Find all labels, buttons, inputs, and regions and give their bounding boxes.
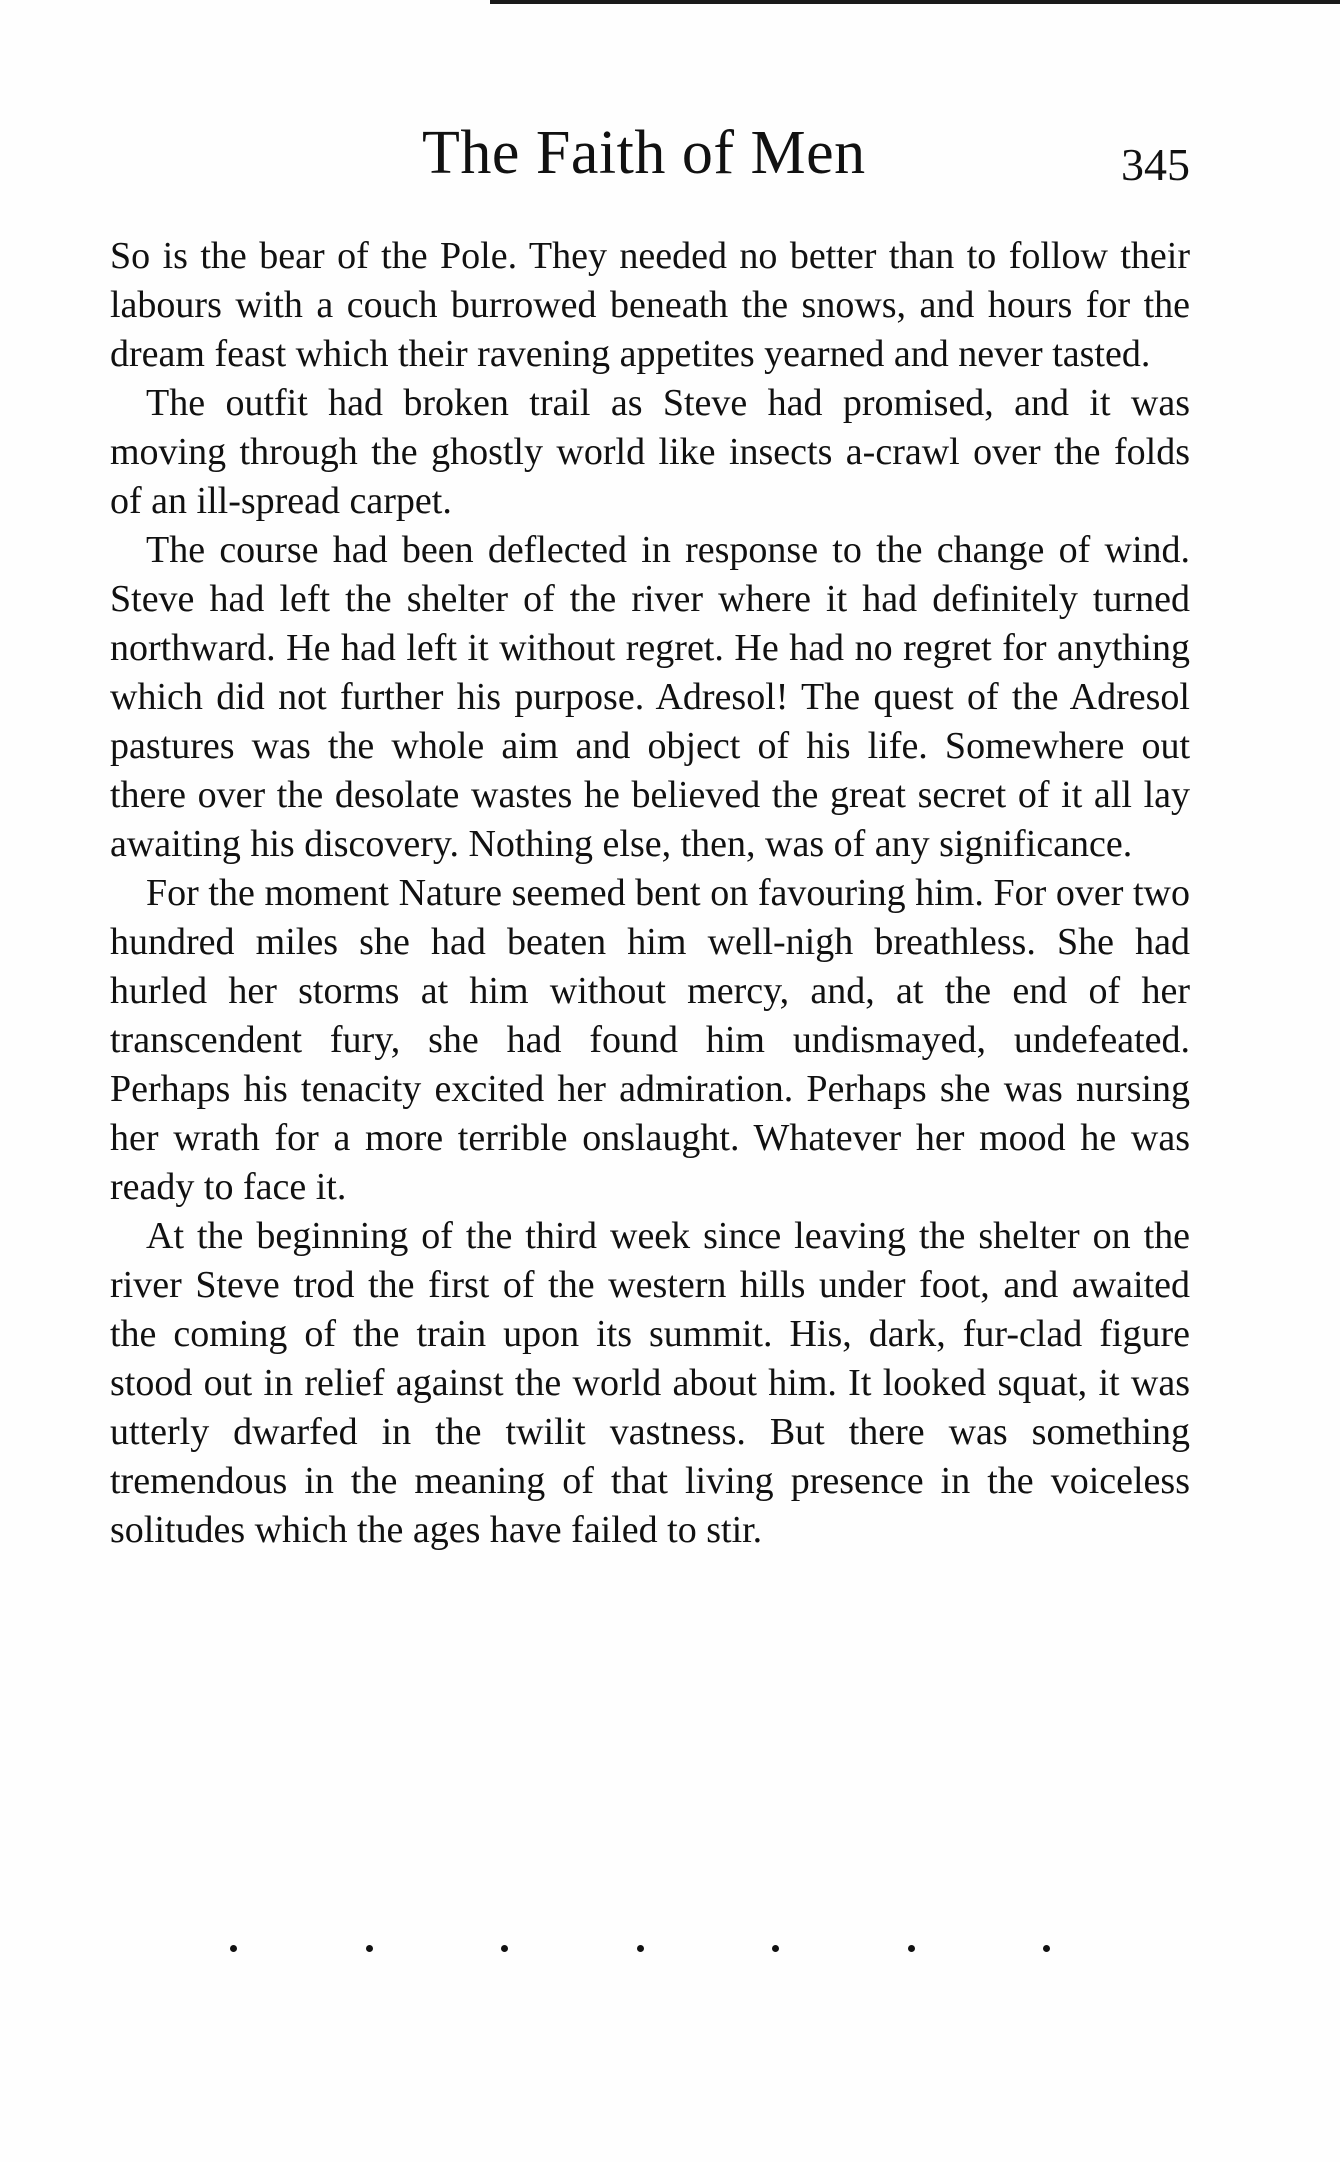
ornament-dot-icon (637, 1945, 644, 1952)
section-break-dots (230, 1945, 1050, 1952)
paragraph: The outfit had broken trail as Steve had promised, and it was moving through the ghostly world like insects a-crawl over the folds of an ill-spread carpet. (110, 382, 1190, 522)
page-number: 345 (1121, 139, 1190, 190)
body-text (110, 232, 1190, 1555)
ornament-dot-icon (230, 1945, 237, 1952)
paragraph: So is the bear of the Pole. They needed no better than to follow their labours with a couch burrowed beneath the snows, and hours for the dream feast which their ravening appetites yearned and never tasted. (110, 235, 1190, 375)
running-title: The Faith of Men (422, 119, 866, 187)
ornament-dot-icon (501, 1945, 508, 1952)
paragraph: At the beginning of the third week since leaving the shelter on the river Steve trod the first of the western hills under foot, and awaited the coming of the train upon its summit. His, dark, fur-clad figure stood out in relief against the world about him. It looked squat, it was utterly dwarfed in the twilit vastness. But there was something tremendous in the meaning of that living presence in the voiceless solitudes which the ages have failed to stir. (110, 1215, 1190, 1551)
ornament-dot-icon (772, 1945, 779, 1952)
top-edge-rule (490, 0, 1340, 4)
running-head (110, 118, 1190, 198)
ornament-dot-icon (1043, 1945, 1050, 1952)
ornament-dot-icon (908, 1945, 915, 1952)
paragraph: For the moment Nature seemed bent on favouring him. For over two hundred miles she had beaten him well-nigh breathless. She had hurled her storms at him without mercy, and, at the end of her transcendent fury, she had found him undismayed, undefeated. Perhaps his tenacity excited her admiration. Perhaps she was nursing her wrath for a more terrible onslaught. Whatever her mood he was ready to face it. (110, 872, 1190, 1208)
paragraph: The course had been deflected in response to the change of wind. Steve had left the shelter of the river where it had definitely turned northward. He had left it without regret. He had no regret for anything which did not further his purpose. Adresol! The quest of the Adresol pastures was the whole aim and object of his life. Somewhere out there over the desolate wastes he believed the great secret of it all lay awaiting his discovery. Nothing else, then, was of any significance. (110, 529, 1190, 865)
ornament-dot-icon (366, 1945, 373, 1952)
